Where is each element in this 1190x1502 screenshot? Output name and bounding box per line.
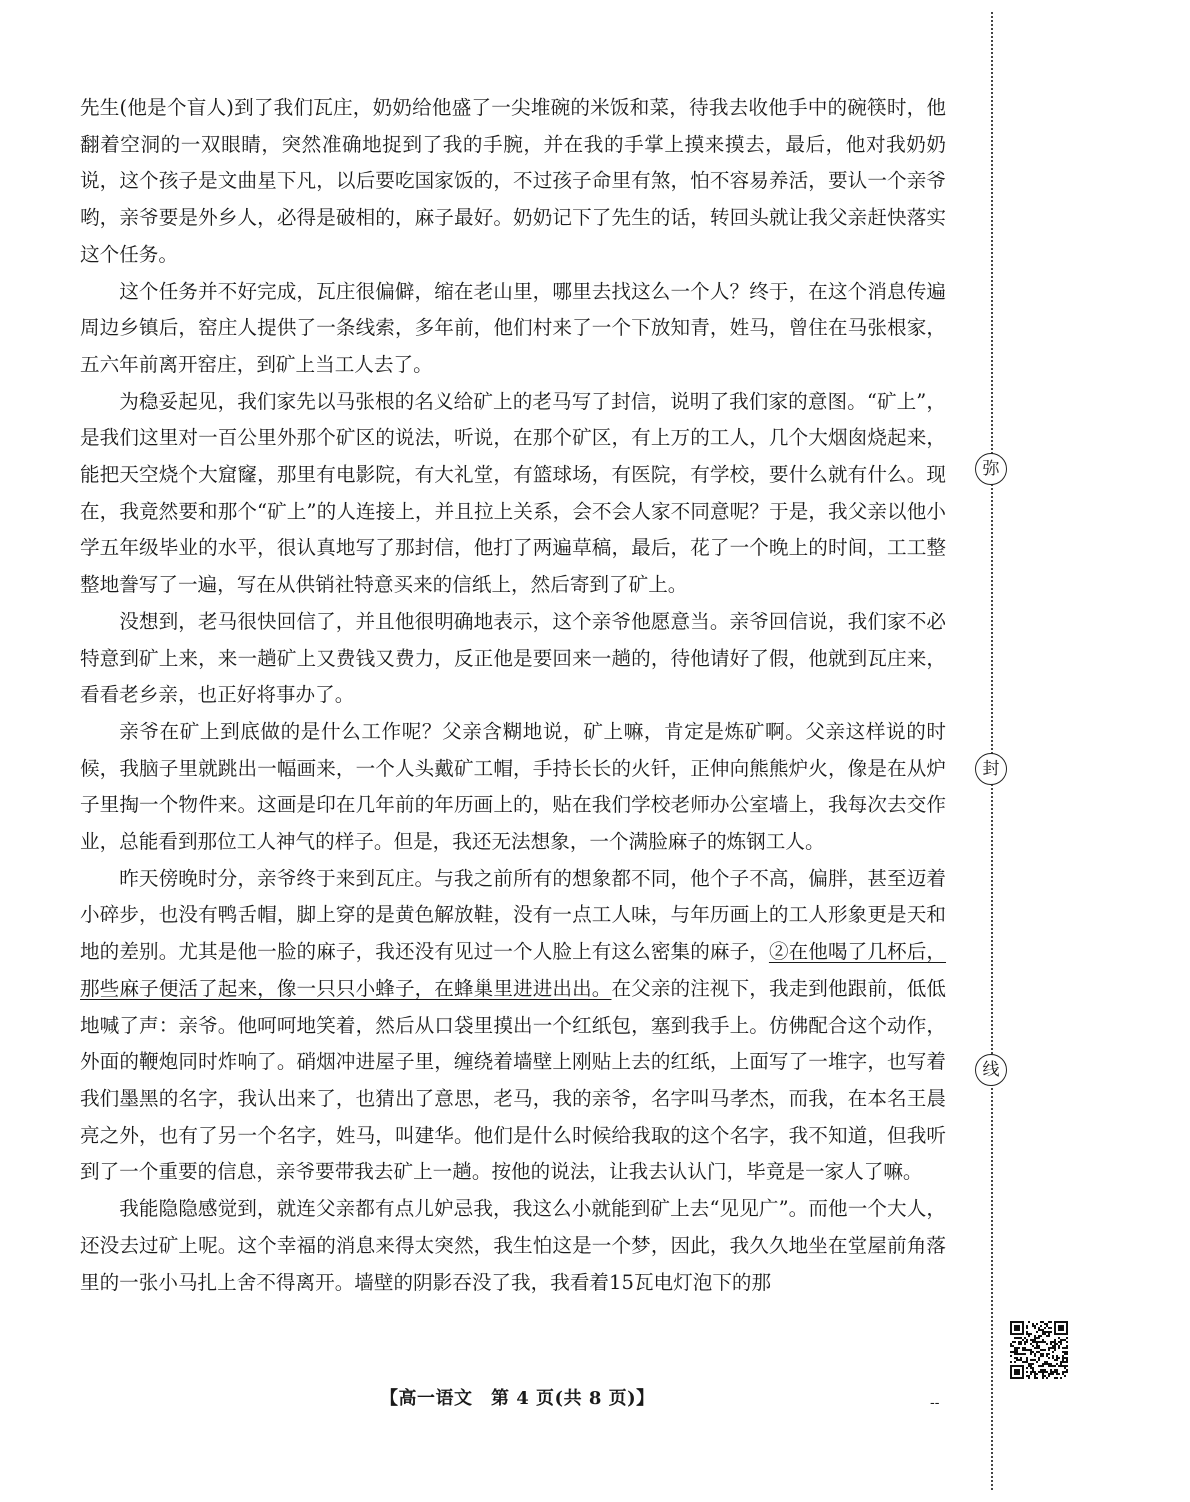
corner-mark: -- bbox=[930, 1395, 940, 1411]
qr-code-icon bbox=[1010, 1321, 1068, 1379]
paragraph-1: 先生(他是个盲人)到了我们瓦庄，奶奶给他盛了一尖堆碗的米饭和菜，待我去收他手中的碗筷时，他翻着空洞的一双眼睛，突然准确地捉到了我的手腕，并在我的手掌上摸来摸去，最后，他对我奶奶说，这个孩子是文曲星下凡，以后要吃国家饭的，不过孩子命里有煞，怕不容易养活，要认一个亲爷哟，亲爷要是外乡人，必得是破相的，麻子最好。奶奶记下了先生的话，转回头就让我父亲赶快落实这个任务。 bbox=[80, 96, 946, 266]
margin-mark-mi: 弥 bbox=[975, 453, 1007, 485]
paragraph-3: 为稳妥起见，我们家先以马张根的名义给矿上的老马写了封信，说明了我们家的意图。“矿上”，是我们这里对一百公里外那个矿区的说法，听说，在那个矿区，有上万的工人，几个大烟囱烧起来，能把天空烧个大窟窿，那里有电影院，有大礼堂，有篮球场，有医院，有学校，要什么就有什么。现在，我竟然要和那个“矿上”的人连接上，并且拉上关系，会不会人家不同意呢？于是，我父亲以他小学五年级毕业的水平，很认真地写了那封信，他打了两遍草稿，最后，花了一个晚上的时间，工工整整地誊写了一遍，写在从供销社特意买来的信纸上，然后寄到了矿上。 bbox=[80, 389, 946, 597]
margin-mark-feng: 封 bbox=[975, 753, 1007, 785]
margin-mark-xian: 线 bbox=[975, 1054, 1007, 1086]
underlined-sentence-2: ②在他喝了几杯后，那些麻子便活了起来，像一只只小蜂子，在蜂巢里进进出出。 bbox=[80, 940, 947, 1000]
paragraph-6-text-before: 昨天傍晚时分，亲爷终于来到瓦庄。与我之前所有的想象都不同，他个子不高，偏胖，甚至迈着小碎步，也没有鸭舌帽，脚上穿的是黄色解放鞋，没有一点工人味，与年历画上的工人形象更是天和地的差别。尤其是他一脸的麻子，我还没有见过一个人脸上有这么密集的麻子， bbox=[80, 866, 946, 964]
binding-fold-line bbox=[991, 12, 993, 1490]
paragraph-5: 亲爷在矿上到底做的是什么工作呢？父亲含糊地说，矿上嘛，肯定是炼矿啊。父亲这样说的时候，我脑子里就跳出一幅画来，一个人头戴矿工帽，手持长长的火钎，正伸向熊熊炉火，像是在从炉子里掏一个物件来。这画是印在几年前的年历画上的，贴在我们学校老师办公室墙上，我每次去交作业，总能看到那位工人神气的样子。但是，我还无法想象，一个满脸麻子的炼钢工人。 bbox=[80, 719, 946, 854]
article-body bbox=[80, 90, 946, 1301]
paragraph-2: 这个任务并不好完成，瓦庄很偏僻，缩在老山里，哪里去找这么一个人？终于，在这个消息传遍周边乡镇后，窑庄人提供了一条线索，多年前，他们村来了一个下放知青，姓马，曾住在马张根家，五六年前离开窑庄，到矿上当工人去了。 bbox=[80, 279, 946, 376]
page-footer: 【高一语文 第 4 页(共 8 页)】 bbox=[380, 1388, 655, 1409]
paragraph-6-text-after: 在父亲的注视下，我走到他跟前，低低地喊了声：亲爷。他呵呵地笑着，然后从口袋里摸出一个红纸包，塞到我手上。仿佛配合这个动作，外面的鞭炮同时炸响了。硝烟冲进屋子里，缠绕着墙壁上刚贴上去的红纸，上面写了一堆字，也写着我们墨黑的名字，我认出来了，也猜出了意思，老马，我的亲爷，名字叫马孝杰，而我，在本名王晨亮之外，也有了另一个名字，姓马，叫建华。他们是什么时候给我取的这个名字，我不知道，但我听到了一个重要的信息，亲爷要带我去矿上一趟。按他的说法，让我去认认门，毕竟是一家人了嘛。 bbox=[80, 976, 947, 1184]
paragraph-7: 我能隐隐感觉到，就连父亲都有点儿妒忌我，我这么小就能到矿上去“见见广”。而他一个大人，还没去过矿上呢。这个幸福的消息来得太突然，我生怕这是一个梦，因此，我久久地坐在堂屋前角落里的一张小马扎上舍不得离开。墙壁的阴影吞没了我，我看着15瓦电灯泡下的那 bbox=[80, 1197, 946, 1294]
paragraph-4: 没想到，老马很快回信了，并且他很明确地表示，这个亲爷他愿意当。亲爷回信说，我们家不必特意到矿上来，来一趟矿上又费钱又费力，反正他是要回来一趟的，待他请好了假，他就到瓦庄来，看看老乡亲，也正好将事办了。 bbox=[80, 609, 946, 707]
paragraph-6 bbox=[80, 861, 946, 1191]
